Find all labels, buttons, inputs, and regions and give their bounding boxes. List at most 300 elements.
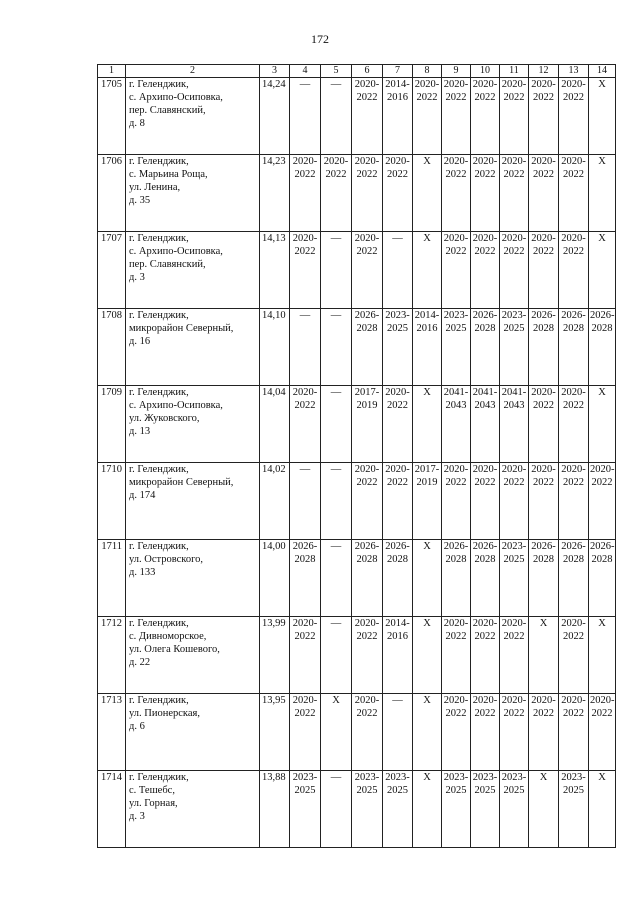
schedule-cell-col-9 xyxy=(442,155,471,232)
column-header-11: 11 xyxy=(500,65,529,78)
address-line: ул. Жуковского, xyxy=(129,413,200,424)
schedule-cell-col-6 xyxy=(352,386,383,463)
row-number: 1710 xyxy=(98,463,126,540)
schedule-cell-col-4 xyxy=(290,771,321,848)
schedule-cell-col-5 xyxy=(321,463,352,540)
address-cell xyxy=(126,386,260,463)
schedule-cell-col-9 xyxy=(442,694,471,771)
schedule-value: 2020- xyxy=(501,156,527,167)
schedule-cell-col-11 xyxy=(500,232,529,309)
column-header-3: 3 xyxy=(260,65,290,78)
schedule-value: 2025 xyxy=(445,323,467,334)
schedule-value: 2022 xyxy=(474,246,496,257)
schedule-value: 2022 xyxy=(416,92,438,103)
schedule-value: 2020- xyxy=(354,464,380,475)
schedule-value: 2020- xyxy=(292,387,318,398)
schedule-cell-col-10 xyxy=(471,232,500,309)
schedule-cell-col-12 xyxy=(529,386,559,463)
schedule-cell-col-13 xyxy=(559,386,589,463)
schedule-cell-col-11 xyxy=(500,386,529,463)
schedule-value: 2025 xyxy=(294,785,316,796)
schedule-value: 2022 xyxy=(474,92,496,103)
address-cell xyxy=(126,78,260,155)
table-row xyxy=(98,155,616,232)
address-line: ул. Островского, xyxy=(129,554,204,565)
schedule-cell-col-14 xyxy=(589,386,616,463)
schedule-value: 2020- xyxy=(531,695,556,706)
schedule-value: 2014- xyxy=(414,310,440,321)
schedule-value: 2022 xyxy=(445,708,467,719)
area-cell: 14,23 xyxy=(260,155,290,232)
row-number: 1708 xyxy=(98,309,126,386)
schedule-cell-col-7 xyxy=(383,617,413,694)
address-cell xyxy=(126,309,260,386)
schedule-value: 2022 xyxy=(445,246,467,257)
column-header-14: 14 xyxy=(589,65,616,78)
schedule-cell-col-6 xyxy=(352,540,383,617)
area-cell: 14,24 xyxy=(260,78,290,155)
schedule-value: 2022 xyxy=(387,400,408,411)
schedule-cell-col-9 xyxy=(442,78,471,155)
schedule-cell-col-5 xyxy=(321,232,352,309)
area-cell: 14,10 xyxy=(260,309,290,386)
schedule-value: 2022 xyxy=(474,477,496,488)
schedule-cell-col-5 xyxy=(321,386,352,463)
schedule-value: 2028 xyxy=(563,554,584,565)
address-line: г. Геленджик, xyxy=(129,541,189,552)
schedule-value: Х xyxy=(598,79,606,90)
schedule-value: Х xyxy=(423,233,431,244)
schedule-cell-col-14 xyxy=(589,155,616,232)
schedule-value: — xyxy=(392,695,403,706)
schedule-cell-col-4 xyxy=(290,78,321,155)
row-number: 1706 xyxy=(98,155,126,232)
schedule-value: 2016 xyxy=(387,631,408,642)
schedule-cell-col-7 xyxy=(383,386,413,463)
column-header-9: 9 xyxy=(442,65,471,78)
schedule-cell-col-8 xyxy=(413,155,442,232)
schedule-cell-col-11 xyxy=(500,155,529,232)
schedule-value: 2025 xyxy=(445,785,467,796)
schedule-cell-col-10 xyxy=(471,155,500,232)
schedule-value: 2028 xyxy=(445,554,467,565)
schedule-value: 2022 xyxy=(356,92,378,103)
schedule-value: 2020- xyxy=(354,695,380,706)
schedule-cell-col-5 xyxy=(321,694,352,771)
schedule-value: 2020- xyxy=(443,464,469,475)
address-line: с. Марьина Роща, xyxy=(129,169,208,180)
address-cell xyxy=(126,771,260,848)
schedule-cell-col-7 xyxy=(383,232,413,309)
schedule-cell-col-12 xyxy=(529,155,559,232)
schedule-value: 2026- xyxy=(354,310,380,321)
schedule-value: Х xyxy=(423,541,431,552)
schedule-value: 2025 xyxy=(474,785,496,796)
address-line: д. 133 xyxy=(129,567,156,578)
schedule-value: 2022 xyxy=(387,477,408,488)
schedule-value: 2041- xyxy=(443,387,469,398)
schedule-value: 2020- xyxy=(443,695,469,706)
address-line: г. Геленджик, xyxy=(129,772,189,783)
address-line: с. Архипо-Осиповка, xyxy=(129,246,223,257)
schedule-value: 2026- xyxy=(472,541,498,552)
table-row xyxy=(98,386,616,463)
schedule-cell-col-7 xyxy=(383,78,413,155)
table-row xyxy=(98,617,616,694)
schedule-value: 2022 xyxy=(563,246,584,257)
schedule-cell-col-6 xyxy=(352,309,383,386)
schedule-value: 2020- xyxy=(531,233,556,244)
row-number: 1705 xyxy=(98,78,126,155)
schedule-cell-col-6 xyxy=(352,155,383,232)
schedule-value: 2020- xyxy=(292,156,318,167)
address-line: г. Геленджик, xyxy=(129,156,189,167)
schedule-cell-col-7 xyxy=(383,463,413,540)
schedule-cell-col-12 xyxy=(529,694,559,771)
schedule-cell-col-5 xyxy=(321,771,352,848)
schedule-value: 2022 xyxy=(563,708,584,719)
address-line: д. 8 xyxy=(129,118,145,129)
schedule-value: 2043 xyxy=(503,400,525,411)
row-number: 1714 xyxy=(98,771,126,848)
schedule-value: 2020- xyxy=(501,79,527,90)
schedule-cell-col-12 xyxy=(529,78,559,155)
schedule-cell-col-5 xyxy=(321,540,352,617)
schedule-value: 2026- xyxy=(561,310,586,321)
schedule-value: 2026- xyxy=(443,541,469,552)
schedule-value: 2014- xyxy=(385,79,410,90)
schedule-cell-col-13 xyxy=(559,694,589,771)
schedule-value: 2028 xyxy=(294,554,316,565)
schedule-value: 2020- xyxy=(561,695,586,706)
schedule-value: — xyxy=(330,310,342,321)
schedule-value: 2028 xyxy=(356,554,378,565)
row-number: 1712 xyxy=(98,617,126,694)
column-header-10: 10 xyxy=(471,65,500,78)
column-header-1: 1 xyxy=(98,65,126,78)
schedule-value: 2020- xyxy=(354,233,380,244)
schedule-value: 2026- xyxy=(561,541,586,552)
schedule-value: — xyxy=(330,618,342,629)
address-cell xyxy=(126,232,260,309)
schedule-value: 2028 xyxy=(387,554,408,565)
schedule-value: — xyxy=(330,79,342,90)
schedule-cell-col-4 xyxy=(290,617,321,694)
schedule-value: 2020- xyxy=(501,233,527,244)
schedule-cell-col-14 xyxy=(589,309,616,386)
schedule-value: 2020- xyxy=(385,464,410,475)
schedule-value: 2022 xyxy=(474,631,496,642)
schedule-cell-col-14 xyxy=(589,540,616,617)
address-line: ул. Пионерская, xyxy=(129,708,200,719)
schedule-value: 2019 xyxy=(356,400,378,411)
schedule-value: 2020- xyxy=(531,387,556,398)
address-cell xyxy=(126,463,260,540)
schedule-cell-col-11 xyxy=(500,617,529,694)
schedule-value: 2016 xyxy=(416,323,438,334)
schedule-value: 2028 xyxy=(474,323,496,334)
table-row xyxy=(98,540,616,617)
area-cell: 14,04 xyxy=(260,386,290,463)
schedule-cell-col-10 xyxy=(471,78,500,155)
schedule-value: 2022 xyxy=(533,477,554,488)
schedule-cell-col-4 xyxy=(290,386,321,463)
schedule-value: 2022 xyxy=(503,169,525,180)
schedule-value: 2022 xyxy=(445,477,467,488)
address-line: д. 16 xyxy=(129,336,151,347)
header-row xyxy=(98,65,616,78)
schedule-cell-col-11 xyxy=(500,694,529,771)
schedule-value: 2022 xyxy=(503,631,525,642)
schedule-value: 2020- xyxy=(531,156,556,167)
schedule-value: 2022 xyxy=(563,400,584,411)
schedule-value: Х xyxy=(423,772,431,783)
schedule-cell-col-10 xyxy=(471,386,500,463)
schedule-value: Х xyxy=(332,695,340,706)
schedule-value: 2020- xyxy=(414,79,440,90)
schedule-value: 2017- xyxy=(354,387,380,398)
table-row xyxy=(98,232,616,309)
schedule-value: 2025 xyxy=(503,323,525,334)
schedule-cell-col-6 xyxy=(352,771,383,848)
schedule-value: — xyxy=(330,387,342,398)
schedule-value: 2022 xyxy=(356,708,378,719)
schedule-value: 2020- xyxy=(472,464,498,475)
schedule-value: 2022 xyxy=(503,246,525,257)
schedule-cell-col-8 xyxy=(413,309,442,386)
schedule-value: 2022 xyxy=(387,169,408,180)
schedule-value: — xyxy=(299,79,311,90)
schedule-value: 2020- xyxy=(472,695,498,706)
address-line: д. 13 xyxy=(129,426,151,437)
schedule-value: 2023- xyxy=(385,310,410,321)
area-cell: 13,95 xyxy=(260,694,290,771)
address-line: ул. Олега Кошевого, xyxy=(129,644,220,655)
schedule-cell-col-8 xyxy=(413,771,442,848)
schedule-cell-col-14 xyxy=(589,463,616,540)
address-line: микрорайон Северный, xyxy=(129,477,234,488)
area-cell: 13,88 xyxy=(260,771,290,848)
address-cell xyxy=(126,617,260,694)
schedule-cell-col-13 xyxy=(559,232,589,309)
schedule-value: 2022 xyxy=(533,92,554,103)
schedule-value: 2019 xyxy=(416,477,438,488)
address-line: д. 3 xyxy=(129,811,145,822)
schedule-value: 2026- xyxy=(590,310,615,321)
address-line: г. Геленджик, xyxy=(129,233,189,244)
schedule-cell-col-13 xyxy=(559,78,589,155)
schedule-cell-col-10 xyxy=(471,694,500,771)
schedule-cell-col-11 xyxy=(500,78,529,155)
schedule-cell-col-8 xyxy=(413,463,442,540)
schedule-value: 2022 xyxy=(533,400,554,411)
area-cell: 13,99 xyxy=(260,617,290,694)
schedule-value: — xyxy=(392,233,403,244)
housing-schedule-table xyxy=(97,64,616,848)
schedule-value: 2022 xyxy=(591,477,613,488)
schedule-value: 2026- xyxy=(590,541,615,552)
schedule-cell-col-13 xyxy=(559,540,589,617)
schedule-cell-col-6 xyxy=(352,463,383,540)
schedule-cell-col-11 xyxy=(500,540,529,617)
column-header-7: 7 xyxy=(383,65,413,78)
column-header-12: 12 xyxy=(529,65,559,78)
schedule-value: 2020- xyxy=(443,618,469,629)
schedule-cell-col-4 xyxy=(290,309,321,386)
schedule-value: 2020- xyxy=(561,233,586,244)
address-cell xyxy=(126,155,260,232)
schedule-value: 2020- xyxy=(561,79,586,90)
schedule-value: 2020- xyxy=(354,618,380,629)
schedule-cell-col-14 xyxy=(589,694,616,771)
schedule-value: Х xyxy=(423,156,431,167)
schedule-cell-col-4 xyxy=(290,540,321,617)
address-cell xyxy=(126,540,260,617)
schedule-value: 2022 xyxy=(294,708,316,719)
schedule-value: 2041- xyxy=(472,387,498,398)
schedule-value: 2020- xyxy=(561,156,586,167)
address-cell xyxy=(126,694,260,771)
area-cell: 14,13 xyxy=(260,232,290,309)
schedule-value: 2020- xyxy=(561,387,586,398)
schedule-value: 2020- xyxy=(292,618,318,629)
row-number: 1707 xyxy=(98,232,126,309)
schedule-value: Х xyxy=(598,156,606,167)
schedule-value: 2020- xyxy=(385,156,410,167)
schedule-value: 2026- xyxy=(385,541,410,552)
schedule-value: 2020- xyxy=(354,79,380,90)
schedule-cell-col-13 xyxy=(559,155,589,232)
schedule-value: 2028 xyxy=(591,323,613,334)
schedule-value: 2023- xyxy=(354,772,380,783)
address-line: г. Геленджик, xyxy=(129,387,189,398)
schedule-value: Х xyxy=(539,618,548,629)
schedule-cell-col-14 xyxy=(589,78,616,155)
address-line: пер. Славянский, xyxy=(129,105,206,116)
schedule-value: 2023- xyxy=(472,772,498,783)
schedule-value: 2022 xyxy=(533,708,554,719)
schedule-value: 2022 xyxy=(474,169,496,180)
address-line: д. 174 xyxy=(129,490,156,501)
address-line: д. 22 xyxy=(129,657,151,668)
schedule-value: 2022 xyxy=(563,92,584,103)
address-line: микрорайон Северный, xyxy=(129,323,234,334)
schedule-cell-col-12 xyxy=(529,540,559,617)
schedule-cell-col-7 xyxy=(383,694,413,771)
schedule-value: 2022 xyxy=(445,169,467,180)
schedule-value: 2023- xyxy=(443,772,469,783)
schedule-value: 2026- xyxy=(292,541,318,552)
schedule-value: — xyxy=(299,464,311,475)
schedule-cell-col-10 xyxy=(471,771,500,848)
schedule-cell-col-5 xyxy=(321,78,352,155)
schedule-value: 2020- xyxy=(590,695,615,706)
row-number: 1709 xyxy=(98,386,126,463)
column-header-13: 13 xyxy=(559,65,589,78)
schedule-cell-col-6 xyxy=(352,617,383,694)
schedule-value: 2020- xyxy=(501,464,527,475)
schedule-cell-col-11 xyxy=(500,463,529,540)
address-line: с. Архипо-Осиповка, xyxy=(129,400,223,411)
schedule-value: 2022 xyxy=(563,477,584,488)
schedule-value: 2022 xyxy=(356,169,378,180)
schedule-cell-col-8 xyxy=(413,694,442,771)
schedule-value: Х xyxy=(423,618,431,629)
address-line: г. Геленджик, xyxy=(129,464,189,475)
schedule-cell-col-13 xyxy=(559,617,589,694)
schedule-cell-col-9 xyxy=(442,386,471,463)
schedule-cell-col-12 xyxy=(529,771,559,848)
schedule-cell-col-10 xyxy=(471,463,500,540)
schedule-value: 2022 xyxy=(533,246,554,257)
schedule-value: 2028 xyxy=(563,323,584,334)
schedule-cell-col-13 xyxy=(559,771,589,848)
schedule-value: 2020- xyxy=(472,618,498,629)
schedule-value: 2020- xyxy=(531,79,556,90)
schedule-value: 2023- xyxy=(501,772,527,783)
address-line: г. Геленджик, xyxy=(129,310,189,321)
schedule-value: 2025 xyxy=(503,554,525,565)
schedule-value: 2041- xyxy=(501,387,527,398)
column-header-4: 4 xyxy=(290,65,321,78)
schedule-value: Х xyxy=(539,772,548,783)
schedule-value: 2026- xyxy=(531,541,556,552)
schedule-cell-col-10 xyxy=(471,617,500,694)
schedule-value: 2020- xyxy=(443,156,469,167)
address-line: ул. Горная, xyxy=(129,798,178,809)
schedule-cell-col-5 xyxy=(321,309,352,386)
address-line: с. Архипо-Осиповка, xyxy=(129,92,223,103)
schedule-value: 2022 xyxy=(533,169,554,180)
table-row xyxy=(98,309,616,386)
schedule-value: 2025 xyxy=(356,785,378,796)
schedule-value: Х xyxy=(598,233,606,244)
schedule-cell-col-4 xyxy=(290,232,321,309)
schedule-value: — xyxy=(330,464,342,475)
schedule-value: 2022 xyxy=(356,477,378,488)
schedule-cell-col-4 xyxy=(290,155,321,232)
schedule-cell-col-8 xyxy=(413,540,442,617)
table-row xyxy=(98,78,616,155)
schedule-value: 2017- xyxy=(414,464,440,475)
schedule-value: 2022 xyxy=(294,400,316,411)
schedule-cell-col-8 xyxy=(413,617,442,694)
schedule-cell-col-9 xyxy=(442,540,471,617)
schedule-value: 2022 xyxy=(563,169,584,180)
schedule-cell-col-4 xyxy=(290,694,321,771)
schedule-value: 2020- xyxy=(292,695,318,706)
area-cell: 14,00 xyxy=(260,540,290,617)
schedule-cell-col-8 xyxy=(413,78,442,155)
schedule-cell-col-5 xyxy=(321,617,352,694)
schedule-value: 2022 xyxy=(356,246,378,257)
schedule-cell-col-12 xyxy=(529,617,559,694)
address-line: пер. Славянский, xyxy=(129,259,206,270)
schedule-value: — xyxy=(330,233,342,244)
schedule-cell-col-14 xyxy=(589,771,616,848)
schedule-value: 2025 xyxy=(387,323,408,334)
column-header-5: 5 xyxy=(321,65,352,78)
schedule-cell-col-5 xyxy=(321,155,352,232)
schedule-cell-col-13 xyxy=(559,309,589,386)
schedule-value: 2020- xyxy=(292,233,318,244)
schedule-value: 2020- xyxy=(501,618,527,629)
address-line: с. Тешебс, xyxy=(129,785,175,796)
schedule-value: 2028 xyxy=(533,323,554,334)
schedule-value: 2026- xyxy=(531,310,556,321)
schedule-value: 2022 xyxy=(356,631,378,642)
schedule-value: 2016 xyxy=(387,92,408,103)
